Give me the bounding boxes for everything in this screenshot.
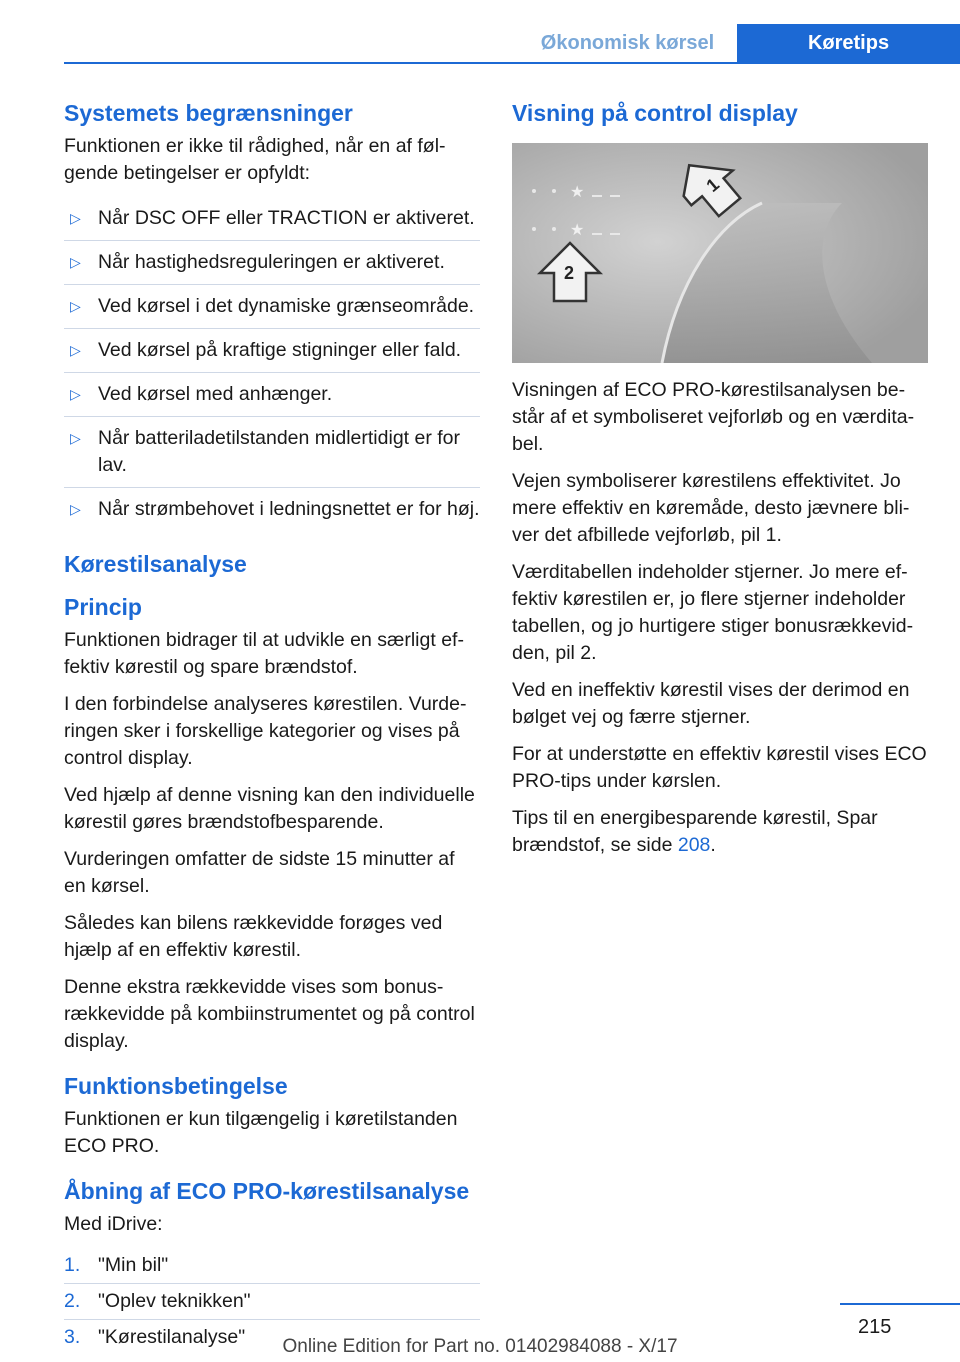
arrow-2-label: 2 xyxy=(564,263,575,283)
condition-heading: Funktionsbetingelse xyxy=(64,1073,288,1099)
analysis-heading: Kørestilsanalyse xyxy=(64,551,247,577)
right-column xyxy=(512,100,928,869)
display-para: For at understøtte en effektiv kørestil vises ECO PRO-tips under kørslen. xyxy=(512,743,927,792)
display-para: Ved en ineffektiv kørestil vises der derimod en bølget vej og færre stjerner. xyxy=(512,679,910,728)
principle-para: Funktionen bidrager til at udvikle en særligt effektiv kørestil og spare brændstof. xyxy=(64,629,464,678)
triangle-bullet-icon: ▷ xyxy=(70,430,81,446)
opening-intro: Med iDrive: xyxy=(64,1213,163,1235)
opening-heading: Åbning af ECO PRO-kørestilsanalyse xyxy=(64,1178,470,1204)
page-header xyxy=(0,24,960,62)
left-column xyxy=(64,100,480,1355)
svg-text:★: ★ xyxy=(570,222,585,239)
list-item: ▷ Når strømbehovet i ledningsnettet er for høj. xyxy=(64,488,480,531)
triangle-bullet-icon: ▷ xyxy=(70,501,81,517)
limits-intro: Funktionen er ikke til rådighed, når en af følgende betingelser er opfyldt: xyxy=(64,135,446,184)
page-link[interactable]: 208 xyxy=(677,834,711,856)
principle-para: Således kan bilens rækkevidde forøges ved hjælp af en effektiv kørestil. xyxy=(64,912,443,961)
list-item: 2. "Oplev teknikken" xyxy=(64,1284,480,1320)
triangle-bullet-icon: ▷ xyxy=(70,298,81,314)
principle-heading: Princip xyxy=(64,594,142,620)
svg-text:★: ★ xyxy=(570,184,585,201)
list-item: ▷ Ved kørsel med anhænger. xyxy=(64,373,480,417)
arrow-1-label: 1 xyxy=(702,174,723,196)
limits-list xyxy=(64,197,480,531)
list-item: ▷ Ved kørsel i det dynamiske grænseområde. xyxy=(64,285,480,329)
eco-pro-display-figure xyxy=(512,143,928,363)
display-heading: Visning på control display xyxy=(512,100,798,126)
triangle-bullet-icon: ▷ xyxy=(70,210,81,226)
principle-para: I den forbindelse analyseres kørestilen. Vurderingen sker i forskellige kategorier og vises på control display. xyxy=(64,693,467,769)
list-item: 3. "Kørestilanalyse" xyxy=(64,1326,246,1348)
page-number: 215 xyxy=(858,1316,892,1338)
display-para: Visningen af ECO PRO-kørestilsanalysen består af et symboliseret vejforløb og en værditabel. xyxy=(512,379,915,455)
list-item: ▷ Når batteriladetilstanden midlertidigt er for lav. xyxy=(64,417,480,488)
limits-heading: Systemets begrænsninger xyxy=(64,100,353,126)
triangle-bullet-icon: ▷ xyxy=(70,254,81,270)
edition-footer: Online Edition for Part no. 01402984088 - X/17 xyxy=(282,1336,678,1357)
tab-section[interactable]: Økonomisk kørsel xyxy=(540,31,715,54)
tips-para: Tips til en energibesparende kørestil, Spar brændstof, se side 208. xyxy=(512,807,878,856)
header-divider xyxy=(64,62,960,64)
principle-para: Ved hjælp af denne visning kan den individuelle kørestil gøres brændstofbesparende. xyxy=(64,784,475,833)
list-item: ▷ Når DSC OFF eller TRACTION er aktiveret. xyxy=(64,197,480,241)
list-item: 1. "Min bil" xyxy=(64,1248,480,1284)
display-para: Vejen symboliserer kørestilens effektivitet. Jo mere effektiv en køremåde, desto jævnere bliver det afbillede vejforløb, pil 1. xyxy=(512,470,910,546)
list-item: ▷ Når hastighedsreguleringen er aktiveret. xyxy=(64,241,480,285)
triangle-bullet-icon: ▷ xyxy=(70,386,81,402)
tab-chapter[interactable]: Køretips xyxy=(737,24,960,62)
road-illustration xyxy=(512,143,928,363)
principle-para: Vurderingen omfatter de sidste 15 minutter af en kørsel. xyxy=(64,848,455,897)
footer-divider xyxy=(840,1303,960,1305)
list-item: ▷ Ved kørsel på kraftige stigninger eller fald. xyxy=(64,329,480,373)
display-para: Værditabellen indeholder stjerner. Jo mere effektiv kørestilen er, jo flere stjerner indeholder tabellen, og jo hurtigere stiger bonusrækkevidden, pil 2. xyxy=(512,561,914,664)
principle-para: Denne ekstra rækkevidde vises som bonusrækkevidde på kombiinstrumentet og på control display. xyxy=(64,976,475,1052)
condition-text: Funktionen er kun tilgængelig i køretilstanden ECO PRO. xyxy=(64,1108,458,1157)
triangle-bullet-icon: ▷ xyxy=(70,342,81,358)
